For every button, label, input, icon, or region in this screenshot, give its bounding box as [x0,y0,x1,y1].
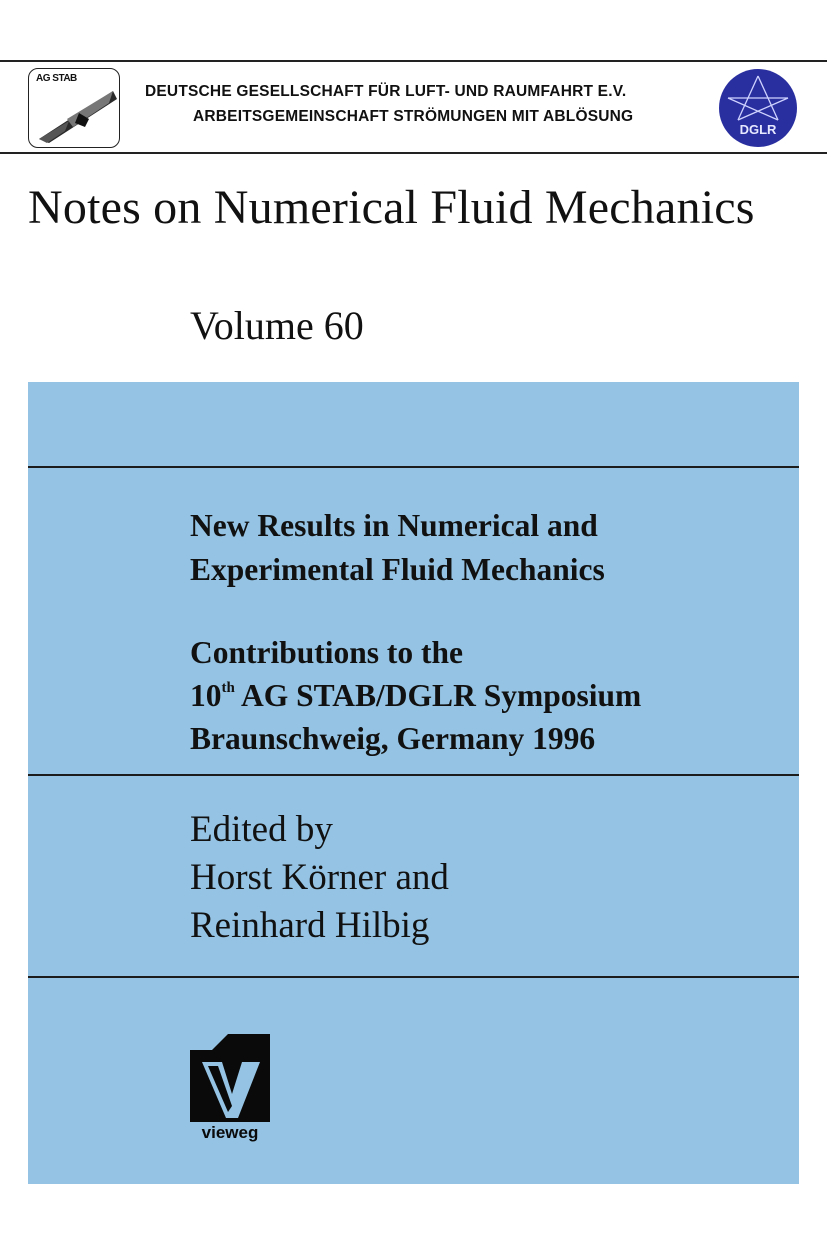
contrib-line-2 [190,674,641,717]
symposium-info [190,631,641,760]
agstab-logo-label: AG STAB [36,73,77,84]
header-top-rule [0,60,827,62]
editor-1: Horst Körner and [190,857,449,898]
org-name-line-1: DEUTSCHE GESELLSCHAFT FÜR LUFT- UND RAUMFAHRT E.V. [145,83,627,100]
symposium-name: AG STAB/DGLR Symposium [234,678,642,713]
header-bottom-rule [0,152,827,154]
editors-block [190,806,449,950]
contrib-line-3: Braunschweig, Germany 1996 [190,721,596,756]
dglr-logo-label: DGLR [739,122,777,137]
panel-rule-1 [28,466,799,468]
vieweg-logo-label: vieweg [201,1123,259,1142]
vieweg-emblem-icon [188,1032,272,1144]
agstab-logo [28,68,120,148]
book-title-line-2: Experimental Fluid Mechanics [190,552,605,587]
wing-icon [29,69,119,147]
volume-number: Volume 60 [190,303,364,348]
cover-panel [28,382,799,1184]
panel-rule-2 [28,774,799,776]
symposium-number: 10 [190,678,222,713]
dglr-logo [718,68,798,148]
edited-by-label: Edited by [190,809,333,850]
org-name-line-2: ARBEITSGEMEINSCHAFT STRÖMUNGEN MIT ABLÖSUNG [193,108,634,125]
book-title [190,504,605,592]
editor-2: Reinhard Hilbig [190,905,430,946]
dglr-emblem-icon [718,68,798,148]
contrib-line-1: Contributions to the [190,635,464,670]
ordinal-suffix: th [221,680,235,696]
book-title-line-1: New Results in Numerical and [190,508,598,543]
series-title: Notes on Numerical Fluid Mechanics [28,181,755,234]
panel-rule-3 [28,976,799,978]
vieweg-logo [188,1032,272,1144]
